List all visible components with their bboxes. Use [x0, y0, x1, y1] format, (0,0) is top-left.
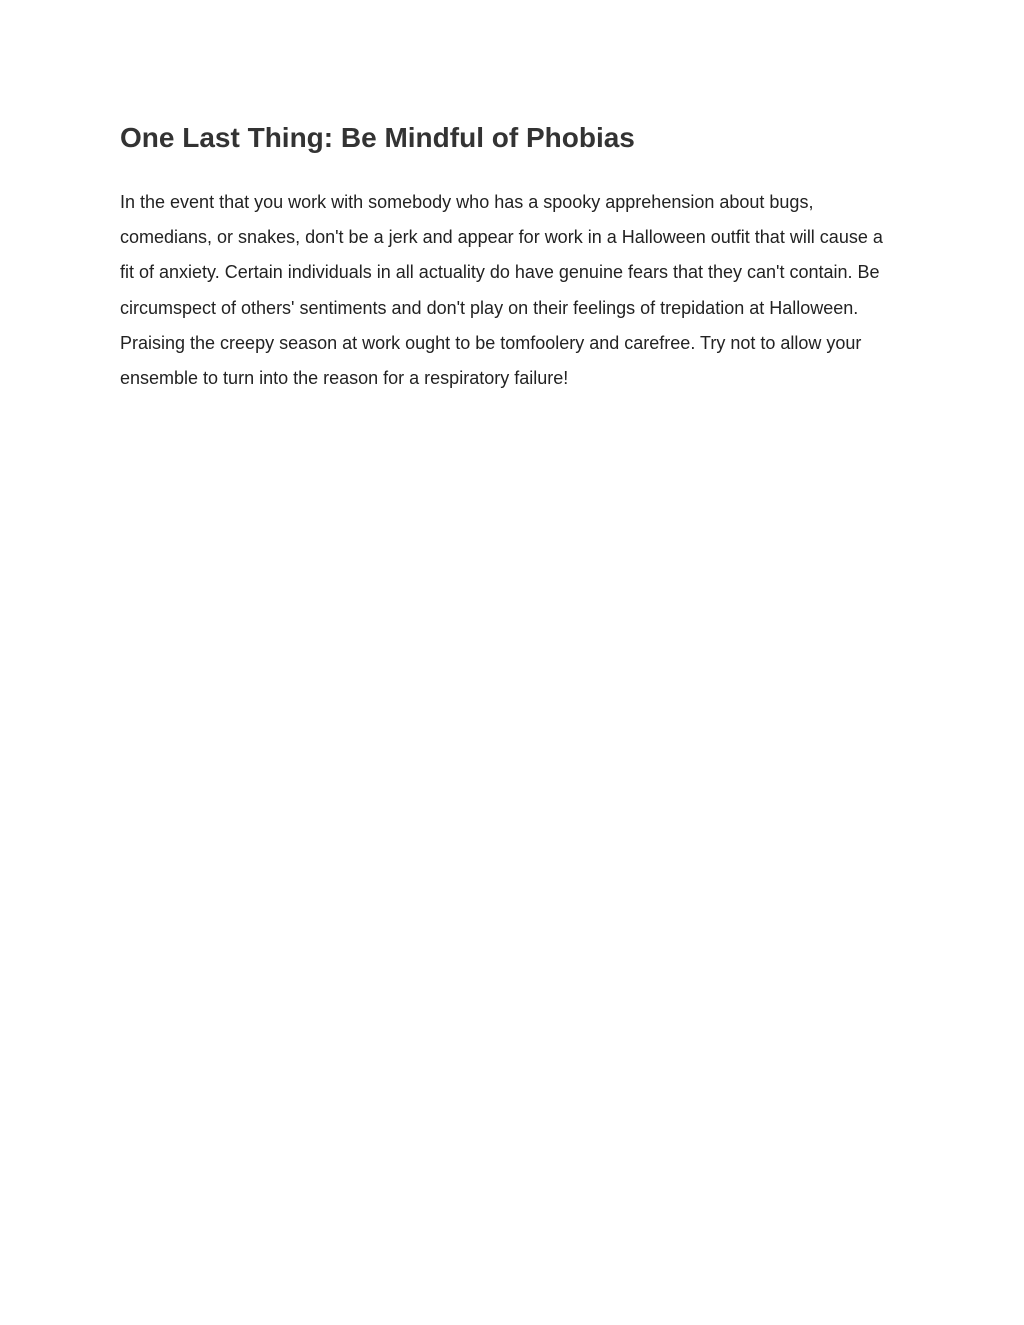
paragraph-line: fit of anxiety. Certain individuals in all actuality do have genuine fears that they can't contain. Be [120, 262, 880, 283]
page-title: One Last Thing: Be Mindful of Phobias [120, 122, 635, 153]
body-paragraph [120, 185, 910, 396]
paragraph-line: In the event that you work with somebody who has a spooky apprehension about bugs, [120, 192, 814, 212]
paragraph-line: Praising the creepy season at work ought to be tomfoolery and carefree. Try not to allow your [120, 332, 862, 353]
paragraph-line: circumspect of others' sentiments and don't play on their feelings of trepidation at Halloween. [120, 297, 859, 318]
paragraph-line: comedians, or snakes, don't be a jerk and appear for work in a Halloween outfit that will cause a [120, 227, 883, 248]
paragraph-line: ensemble to turn into the reason for a respiratory failure! [120, 368, 569, 389]
